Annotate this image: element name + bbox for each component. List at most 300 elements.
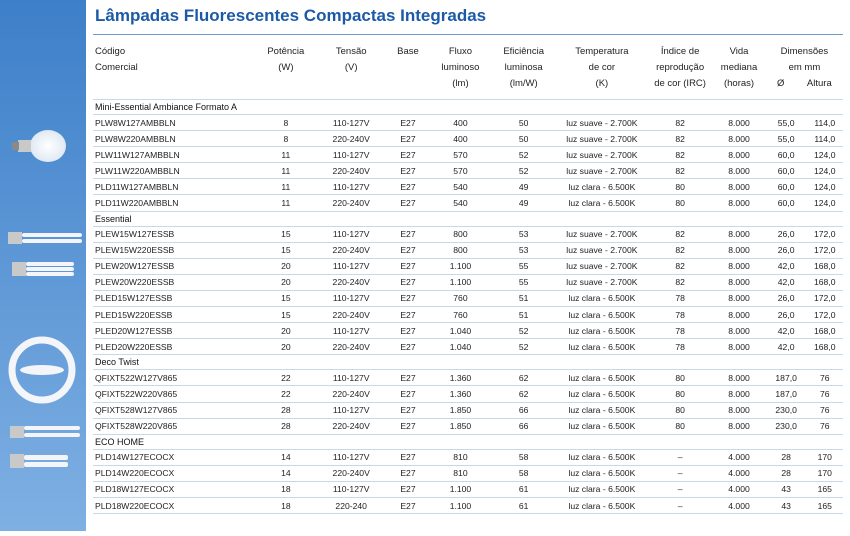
cell-base: E27 — [387, 323, 430, 339]
cell-altura: 165 — [807, 481, 844, 497]
header-irc — [648, 44, 712, 100]
cell-diametro: 26,0 — [766, 242, 807, 258]
cell-fluxo: 1.360 — [429, 386, 491, 402]
cell-base: E27 — [387, 258, 430, 274]
cell-irc: 82 — [648, 115, 712, 131]
table-row — [93, 339, 843, 355]
header-eficiencia — [492, 44, 556, 100]
cell-potencia: 18 — [256, 481, 316, 497]
cell-potencia: 11 — [256, 163, 316, 179]
cell-diametro: 60,0 — [766, 147, 807, 163]
cell-altura: 170 — [807, 465, 844, 481]
cell-eficiencia: 52 — [492, 339, 556, 355]
cell-diametro: 187,0 — [766, 370, 807, 386]
cell-potencia: 11 — [256, 195, 316, 211]
cell-vida: 8.000 — [712, 258, 766, 274]
cell-base: E27 — [387, 274, 430, 290]
cell-irc: 78 — [648, 323, 712, 339]
table-body — [93, 100, 843, 514]
cell-eficiencia: 61 — [492, 481, 556, 497]
cell-codigo: PLED15W127ESSB — [93, 290, 256, 306]
table-row — [93, 481, 843, 497]
cell-temperatura: luz suave - 2.700K — [556, 274, 648, 290]
group-label: Deco Twist — [93, 355, 843, 370]
cell-temperatura: luz suave - 2.700K — [556, 115, 648, 131]
cell-temperatura: luz clara - 6.500K — [556, 481, 648, 497]
cell-fluxo: 810 — [429, 449, 491, 465]
cell-altura: 124,0 — [807, 147, 844, 163]
cell-temperatura: luz clara - 6.500K — [556, 290, 648, 306]
cell-irc: 82 — [648, 163, 712, 179]
cell-temperatura: luz clara - 6.500K — [556, 497, 648, 513]
table-row — [93, 163, 843, 179]
table-row — [93, 242, 843, 258]
header-vida-line1: Vida — [729, 46, 749, 57]
header-base-line1: Base — [397, 46, 419, 57]
cell-base: E27 — [387, 195, 430, 211]
cell-tensao: 110-127V — [316, 402, 387, 418]
cell-altura: 114,0 — [807, 115, 844, 131]
header-potencia-line2: (W) — [278, 62, 294, 73]
cell-temperatura: luz suave - 2.700K — [556, 258, 648, 274]
cell-base: E27 — [387, 226, 430, 242]
cell-vida: 8.000 — [712, 242, 766, 258]
cell-irc: 80 — [648, 402, 712, 418]
header-base — [387, 44, 430, 100]
table-row — [93, 179, 843, 195]
cell-base: E27 — [387, 115, 430, 131]
cell-tensao: 220-240 — [316, 497, 387, 513]
cell-diametro: 26,0 — [766, 226, 807, 242]
header-vida-line2: mediana — [720, 62, 758, 73]
cell-tensao: 110-127V — [316, 115, 387, 131]
cell-potencia: 15 — [256, 307, 316, 323]
cell-potencia: 15 — [256, 226, 316, 242]
cell-irc: – — [648, 481, 712, 497]
cell-eficiencia: 52 — [492, 163, 556, 179]
header-temperatura-line3: (K) — [595, 78, 609, 89]
header-fluxo-line3: (lm) — [452, 78, 469, 89]
cell-vida: 8.000 — [712, 274, 766, 290]
cell-vida: 8.000 — [712, 290, 766, 306]
cell-diametro: 42,0 — [766, 339, 807, 355]
cell-fluxo: 810 — [429, 465, 491, 481]
cell-tensao: 110-127V — [316, 179, 387, 195]
cell-eficiencia: 58 — [492, 449, 556, 465]
cell-potencia: 20 — [256, 339, 316, 355]
cell-vida: 4.000 — [712, 497, 766, 513]
table-header-row — [93, 44, 843, 100]
header-tensao-line2: (V) — [344, 62, 358, 73]
cell-fluxo: 1.040 — [429, 323, 491, 339]
cell-irc: 82 — [648, 274, 712, 290]
cell-tensao: 220-240V — [316, 465, 387, 481]
cell-eficiencia: 55 — [492, 274, 556, 290]
page-title: Lâmpadas Fluorescentes Compactas Integradas — [95, 6, 487, 25]
cell-codigo: PLEW20W220ESSB — [93, 274, 256, 290]
cell-base: E27 — [387, 290, 430, 306]
header-eficiencia-line1: Eficiência — [503, 46, 544, 57]
cell-temperatura: luz suave - 2.700K — [556, 163, 648, 179]
cell-diametro: 26,0 — [766, 290, 807, 306]
cell-diametro: 60,0 — [766, 163, 807, 179]
cell-codigo: QFIXT528W220V865 — [93, 418, 256, 434]
cell-codigo: QFIXT522W220V865 — [93, 386, 256, 402]
cell-fluxo: 760 — [429, 307, 491, 323]
table-row — [93, 307, 843, 323]
cell-potencia: 20 — [256, 274, 316, 290]
cell-altura: 76 — [807, 370, 844, 386]
cell-fluxo: 570 — [429, 163, 491, 179]
cell-irc: 80 — [648, 179, 712, 195]
cell-altura: 168,0 — [807, 339, 844, 355]
cell-altura: 172,0 — [807, 290, 844, 306]
cell-temperatura: luz clara - 6.500K — [556, 465, 648, 481]
cell-eficiencia: 55 — [492, 258, 556, 274]
cell-eficiencia: 51 — [492, 290, 556, 306]
cell-base: E27 — [387, 449, 430, 465]
cell-codigo: PLW11W220AMBBLN — [93, 163, 256, 179]
cell-base: E27 — [387, 131, 430, 147]
header-irc-line3: de cor (IRC) — [654, 78, 706, 89]
cell-potencia: 28 — [256, 418, 316, 434]
cell-potencia: 15 — [256, 290, 316, 306]
cell-diametro: 55,0 — [766, 131, 807, 147]
header-diametro: Ø — [777, 78, 785, 89]
cell-eficiencia: 51 — [492, 307, 556, 323]
cell-eficiencia: 53 — [492, 226, 556, 242]
cell-temperatura: luz clara - 6.500K — [556, 307, 648, 323]
group-row — [93, 211, 843, 226]
cell-tensao: 110-127V — [316, 449, 387, 465]
cell-temperatura: luz suave - 2.700K — [556, 226, 648, 242]
cell-fluxo: 400 — [429, 115, 491, 131]
cell-temperatura: luz clara - 6.500K — [556, 370, 648, 386]
cell-tensao: 220-240V — [316, 163, 387, 179]
cell-irc: 78 — [648, 307, 712, 323]
cell-vida: 8.000 — [712, 323, 766, 339]
cell-diametro: 43 — [766, 481, 807, 497]
header-tensao — [316, 44, 387, 100]
header-potencia — [256, 44, 316, 100]
cell-fluxo: 1.100 — [429, 274, 491, 290]
product-image-sidebar — [0, 0, 86, 531]
cell-potencia: 11 — [256, 147, 316, 163]
group-label: Mini-Essential Ambiance Formato A — [93, 100, 843, 115]
header-irc-line1: Índice de — [660, 46, 700, 57]
cell-base: E27 — [387, 465, 430, 481]
table-row — [93, 147, 843, 163]
cell-altura: 124,0 — [807, 163, 844, 179]
header-vida — [712, 44, 766, 100]
cell-eficiencia: 58 — [492, 465, 556, 481]
cell-base: E27 — [387, 418, 430, 434]
cell-temperatura: luz clara - 6.500K — [556, 449, 648, 465]
table-row — [93, 386, 843, 402]
cell-tensao: 220-240V — [316, 386, 387, 402]
cell-diametro: 28 — [766, 465, 807, 481]
cell-irc: 80 — [648, 370, 712, 386]
table-row — [93, 195, 843, 211]
cell-codigo: PLW11W127AMBBLN — [93, 147, 256, 163]
cell-temperatura: luz clara - 6.500K — [556, 195, 648, 211]
cell-vida: 8.000 — [712, 195, 766, 211]
cell-base: E27 — [387, 497, 430, 513]
cell-codigo: PLEW15W127ESSB — [93, 226, 256, 242]
cell-fluxo: 1.100 — [429, 258, 491, 274]
cell-temperatura: luz clara - 6.500K — [556, 418, 648, 434]
cell-potencia: 8 — [256, 131, 316, 147]
header-eficiencia-line3: (lm/W) — [509, 78, 538, 89]
cell-base: E27 — [387, 163, 430, 179]
cell-temperatura: luz clara - 6.500K — [556, 386, 648, 402]
cell-potencia: 22 — [256, 370, 316, 386]
cell-altura: 76 — [807, 418, 844, 434]
group-row — [93, 434, 843, 449]
cell-tensao: 110-127V — [316, 226, 387, 242]
cell-diametro: 42,0 — [766, 258, 807, 274]
cell-irc: 82 — [648, 131, 712, 147]
table-row — [93, 465, 843, 481]
cell-eficiencia: 66 — [492, 402, 556, 418]
cell-base: E27 — [387, 370, 430, 386]
header-tensao-line1: Tensão — [335, 46, 367, 57]
cell-irc: 80 — [648, 418, 712, 434]
cell-eficiencia: 49 — [492, 179, 556, 195]
cell-temperatura: luz clara - 6.500K — [556, 339, 648, 355]
cell-fluxo: 1.100 — [429, 481, 491, 497]
cell-diametro: 43 — [766, 497, 807, 513]
header-temperatura-line1: Temperatura — [575, 46, 629, 57]
cell-vida: 8.000 — [712, 418, 766, 434]
cell-vida: 8.000 — [712, 131, 766, 147]
cell-irc: 82 — [648, 147, 712, 163]
cell-codigo: QFIXT528W127V865 — [93, 402, 256, 418]
header-dimensoes — [766, 44, 843, 100]
cell-temperatura: luz suave - 2.700K — [556, 242, 648, 258]
cell-codigo: PLED20W127ESSB — [93, 323, 256, 339]
table-row — [93, 418, 843, 434]
cell-tensao: 220-240V — [316, 418, 387, 434]
cell-irc: – — [648, 497, 712, 513]
cell-potencia: 14 — [256, 449, 316, 465]
cell-vida: 8.000 — [712, 370, 766, 386]
table-row — [93, 226, 843, 242]
cell-base: E27 — [387, 402, 430, 418]
cell-eficiencia: 52 — [492, 323, 556, 339]
header-dimensoes-sub — [766, 76, 843, 92]
header-codigo — [93, 44, 256, 100]
header-dimensoes-line1: Dimensões — [780, 46, 829, 57]
cell-tensao: 220-240V — [316, 274, 387, 290]
cell-diametro: 187,0 — [766, 386, 807, 402]
cell-potencia: 28 — [256, 402, 316, 418]
cell-temperatura: luz clara - 6.500K — [556, 402, 648, 418]
cell-codigo: PLEW15W220ESSB — [93, 242, 256, 258]
cell-irc: 82 — [648, 258, 712, 274]
cell-vida: 8.000 — [712, 115, 766, 131]
cell-vida: 8.000 — [712, 307, 766, 323]
header-irc-line2: reprodução — [656, 62, 705, 73]
cell-codigo: PLD14W127ECOCX — [93, 449, 256, 465]
cell-irc: 82 — [648, 226, 712, 242]
cell-fluxo: 540 — [429, 179, 491, 195]
table-row — [93, 402, 843, 418]
cell-tensao: 110-127V — [316, 323, 387, 339]
cell-codigo: PLW8W127AMBBLN — [93, 115, 256, 131]
cell-altura: 172,0 — [807, 242, 844, 258]
group-row — [93, 100, 843, 115]
cell-fluxo: 1.040 — [429, 339, 491, 355]
cell-vida: 8.000 — [712, 386, 766, 402]
cell-tensao: 220-240V — [316, 242, 387, 258]
cell-eficiencia: 50 — [492, 131, 556, 147]
cell-codigo: QFIXT522W127V865 — [93, 370, 256, 386]
cell-diametro: 55,0 — [766, 115, 807, 131]
cell-altura: 170 — [807, 449, 844, 465]
cell-fluxo: 540 — [429, 195, 491, 211]
cell-fluxo: 570 — [429, 147, 491, 163]
header-temperatura — [556, 44, 648, 100]
cell-eficiencia: 53 — [492, 242, 556, 258]
cell-altura: 76 — [807, 386, 844, 402]
cell-vida: 4.000 — [712, 481, 766, 497]
cell-base: E27 — [387, 481, 430, 497]
cell-tensao: 110-127V — [316, 147, 387, 163]
cell-temperatura: luz clara - 6.500K — [556, 179, 648, 195]
cell-base: E27 — [387, 179, 430, 195]
cell-altura: 124,0 — [807, 179, 844, 195]
cell-altura: 124,0 — [807, 195, 844, 211]
cell-fluxo: 1.100 — [429, 497, 491, 513]
cell-altura: 114,0 — [807, 131, 844, 147]
cell-codigo: PLD11W220AMBBLN — [93, 195, 256, 211]
group-row — [93, 355, 843, 370]
cell-diametro: 42,0 — [766, 274, 807, 290]
table-row — [93, 449, 843, 465]
cell-potencia: 20 — [256, 258, 316, 274]
cell-eficiencia: 49 — [492, 195, 556, 211]
cell-base: E27 — [387, 339, 430, 355]
cell-temperatura: luz suave - 2.700K — [556, 147, 648, 163]
cell-potencia: 22 — [256, 386, 316, 402]
cell-irc: 80 — [648, 195, 712, 211]
cell-potencia: 11 — [256, 179, 316, 195]
cell-vida: 8.000 — [712, 339, 766, 355]
cell-irc: 78 — [648, 290, 712, 306]
cell-tensao: 110-127V — [316, 258, 387, 274]
cell-base: E27 — [387, 307, 430, 323]
cell-diametro: 26,0 — [766, 307, 807, 323]
cell-altura: 76 — [807, 402, 844, 418]
cell-eficiencia: 66 — [492, 418, 556, 434]
cell-codigo: PLED20W220ESSB — [93, 339, 256, 355]
cell-altura: 168,0 — [807, 323, 844, 339]
cell-temperatura: luz clara - 6.500K — [556, 323, 648, 339]
table-row — [93, 290, 843, 306]
cell-codigo: PLD18W127ECOCX — [93, 481, 256, 497]
cell-base: E27 — [387, 147, 430, 163]
cell-fluxo: 800 — [429, 226, 491, 242]
cell-irc: 82 — [648, 242, 712, 258]
cell-eficiencia: 52 — [492, 147, 556, 163]
cell-altura: 168,0 — [807, 274, 844, 290]
cell-tensao: 220-240V — [316, 339, 387, 355]
table-row — [93, 370, 843, 386]
cell-vida: 8.000 — [712, 402, 766, 418]
cell-potencia: 14 — [256, 465, 316, 481]
cell-diametro: 230,0 — [766, 418, 807, 434]
cell-vida: 8.000 — [712, 226, 766, 242]
cell-vida: 8.000 — [712, 147, 766, 163]
cell-eficiencia: 62 — [492, 370, 556, 386]
header-fluxo-line1: Fluxo — [448, 46, 473, 57]
table-row — [93, 115, 843, 131]
table-row — [93, 497, 843, 513]
cell-irc: 80 — [648, 386, 712, 402]
cell-diametro: 60,0 — [766, 195, 807, 211]
header-altura: Altura — [806, 78, 832, 89]
cell-irc: – — [648, 465, 712, 481]
cell-tensao: 220-240V — [316, 131, 387, 147]
cell-tensao: 110-127V — [316, 370, 387, 386]
cell-altura: 168,0 — [807, 258, 844, 274]
cell-diametro: 42,0 — [766, 323, 807, 339]
cell-altura: 165 — [807, 497, 844, 513]
cell-eficiencia: 62 — [492, 386, 556, 402]
cell-tensao: 110-127V — [316, 481, 387, 497]
cell-diametro: 28 — [766, 449, 807, 465]
cell-potencia: 15 — [256, 242, 316, 258]
cell-fluxo: 1.850 — [429, 418, 491, 434]
triple-stick-lamp-icon — [12, 262, 74, 276]
cell-vida: 4.000 — [712, 465, 766, 481]
cell-codigo: PLD11W127AMBBLN — [93, 179, 256, 195]
header-codigo-line2: Comercial — [95, 62, 138, 73]
cell-eficiencia: 61 — [492, 497, 556, 513]
cell-tensao: 110-127V — [316, 290, 387, 306]
cell-altura: 172,0 — [807, 226, 844, 242]
group-label: ECO HOME — [93, 434, 843, 449]
header-potencia-line1: Potência — [267, 46, 305, 57]
cell-temperatura: luz suave - 2.700K — [556, 131, 648, 147]
cell-potencia: 8 — [256, 115, 316, 131]
cell-vida: 8.000 — [712, 163, 766, 179]
product-table-wrapper — [93, 44, 843, 514]
table-row — [93, 131, 843, 147]
cell-diametro: 60,0 — [766, 179, 807, 195]
group-label: Essential — [93, 211, 843, 226]
cell-fluxo: 400 — [429, 131, 491, 147]
cell-potencia: 20 — [256, 323, 316, 339]
cell-irc: 78 — [648, 339, 712, 355]
cell-vida: 4.000 — [712, 449, 766, 465]
header-fluxo — [429, 44, 491, 100]
cell-codigo: PLD14W220ECOCX — [93, 465, 256, 481]
cell-vida: 8.000 — [712, 179, 766, 195]
cell-diametro: 230,0 — [766, 402, 807, 418]
product-table — [93, 44, 843, 514]
cell-codigo: PLD18W220ECOCX — [93, 497, 256, 513]
title-divider — [93, 34, 843, 35]
cell-eficiencia: 50 — [492, 115, 556, 131]
table-row — [93, 274, 843, 290]
cell-tensao: 220-240V — [316, 307, 387, 323]
header-dimensoes-line2: em mm — [788, 62, 821, 73]
cell-altura: 172,0 — [807, 307, 844, 323]
cell-codigo: PLED15W220ESSB — [93, 307, 256, 323]
header-eficiencia-line2: luminosa — [504, 62, 543, 73]
